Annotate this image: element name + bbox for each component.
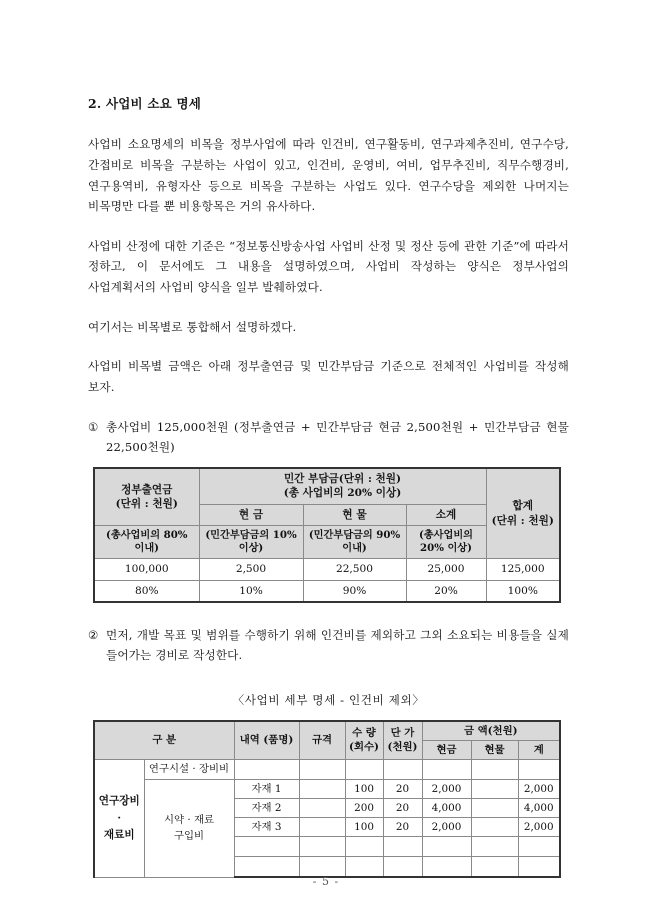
detail-category-label xyxy=(94,759,144,877)
value-gov-fund-percent: 80% xyxy=(94,580,199,602)
detail-cell-quantity: 200 xyxy=(345,799,383,818)
header-gov-fund xyxy=(94,468,199,525)
header-cash: 현 금 xyxy=(199,504,303,525)
detail-category-label-line1: 연구장비 xyxy=(98,794,140,807)
detail-cell-total: 2,000 xyxy=(518,780,560,799)
header-private-contribution-group xyxy=(199,468,486,504)
detail-cell-spec xyxy=(299,780,345,799)
value-in-kind-amount: 22,500 xyxy=(303,559,406,580)
header-in-kind: 현 물 xyxy=(303,504,406,525)
detail-header-category: 구 분 xyxy=(94,721,234,760)
header-subtotal: 소계 xyxy=(406,504,486,525)
detail-table-caption: 〈사업비 세부 명세 - 인건비 제외〉 xyxy=(232,692,425,707)
detail-cell-cash: 4,000 xyxy=(422,799,471,818)
header-private-line2: (총 사업비의 20% 이상) xyxy=(283,487,402,500)
header-gov-fund-line1: 정부출연금 xyxy=(121,483,173,496)
detail-cell-cash: 2,000 xyxy=(422,818,471,837)
paragraph-1: 사업비 소요명세의 비목을 정부사업에 따라 인건비, 연구활동비, 연구과제추진비, 연구수당, 간접비로 비목을 구분하는 사업이 있고, 인건비, 운영비, 여비, 업무추진비, 직무수행경비, 연구용역비, 유형자산 등으로 비목을 구분하는 사업도 있다. 연구수당을 제외한 나머지는 비목명만 다를 뿐 비용항목은 거의 유사하다. xyxy=(88,137,569,214)
detail-cell-spec xyxy=(299,799,345,818)
detail-row-facility xyxy=(94,759,560,780)
detail-row-material-1 xyxy=(94,780,560,799)
detail-cell-unit-price xyxy=(383,837,422,857)
detail-cell-in-kind xyxy=(471,799,518,818)
detail-cell-spec xyxy=(299,759,345,780)
value-cash-amount: 2,500 xyxy=(199,559,303,580)
detail-cell-description xyxy=(234,837,299,857)
detail-cell-unit-price: 20 xyxy=(383,818,422,837)
header-private-line1: 민간 부담금(단위 : 천원) xyxy=(283,473,402,486)
numbered-item-2 xyxy=(88,625,569,666)
detail-cell-cash xyxy=(422,759,471,780)
detail-header-description: 내역 (품명) xyxy=(234,721,299,760)
detail-header-amount-in-kind: 현물 xyxy=(471,740,518,759)
paragraph-4: 사업비 비목별 금액은 아래 정부출연금 및 민간부담금 기준으로 전체적인 사업비를 작성해 보자. xyxy=(88,359,569,394)
value-in-kind-percent: 90% xyxy=(303,580,406,602)
value-cash-percent: 10% xyxy=(199,580,303,602)
detail-cell-description: 자재 2 xyxy=(234,799,299,818)
detail-header-amount-cash: 현금 xyxy=(422,740,471,759)
note-gov-fund: (총사업비의 80% 이내) xyxy=(94,525,199,559)
detail-subcategory-material xyxy=(144,780,234,878)
numbered-item-1-marker: ① xyxy=(88,419,99,434)
detail-cell-cash xyxy=(422,837,471,857)
table-row-header-1 xyxy=(94,468,560,504)
detail-cell-unit-price: 20 xyxy=(383,799,422,818)
detail-cell-in-kind xyxy=(471,759,518,780)
detail-cell-total xyxy=(518,759,560,780)
detail-cell-unit-price: 20 xyxy=(383,780,422,799)
detail-header-quantity-line2: (회수) xyxy=(349,741,379,754)
table-row-percentages xyxy=(94,580,560,602)
detail-cell-description xyxy=(234,759,299,780)
header-gov-fund-line2: (단위 : 천원) xyxy=(115,498,178,510)
note-in-kind: (민간부담금의 90% 이내) xyxy=(303,525,406,559)
detail-header-amount-total: 계 xyxy=(518,740,560,759)
detail-category-label-line2: · xyxy=(117,811,122,824)
header-total xyxy=(486,468,560,559)
header-total-line2: (단위 : 천원) xyxy=(491,514,554,527)
detail-cell-spec xyxy=(299,837,345,857)
note-cash: (민간부담금의 10% 이상) xyxy=(199,525,303,559)
detail-cell-cash: 2,000 xyxy=(422,780,471,799)
page-footer xyxy=(0,875,652,888)
detail-cell-in-kind xyxy=(471,837,518,857)
note-subtotal: (총사업비의 20% 이상) xyxy=(406,525,486,559)
budget-summary-table xyxy=(93,467,561,603)
detail-cell-description: 자재 3 xyxy=(234,818,299,837)
detail-cell-in-kind xyxy=(471,818,518,837)
detail-subcategory-facility: 연구시설 · 장비비 xyxy=(144,759,234,780)
detail-header-unit-price xyxy=(383,721,422,760)
budget-detail-table xyxy=(93,720,561,879)
detail-cell-quantity xyxy=(345,837,383,857)
detail-cell-quantity: 100 xyxy=(345,780,383,799)
detail-header-quantity-line1: 수 량 xyxy=(352,727,376,740)
detail-cell-total: 2,000 xyxy=(518,818,560,837)
detail-subcategory-material-line1: 시약 · 재료 xyxy=(163,814,215,827)
detail-cell-unit-price xyxy=(383,759,422,780)
detail-cell-spec xyxy=(299,818,345,837)
detail-cell-in-kind xyxy=(471,780,518,799)
value-gov-fund-amount: 100,000 xyxy=(94,559,199,580)
page-title: 2. 사업비 소요 명세 xyxy=(88,96,202,111)
paragraph-3: 여기서는 비목별로 통합해서 설명하겠다. xyxy=(88,319,297,334)
detail-cell-description: 자재 1 xyxy=(234,780,299,799)
value-subtotal-percent: 20% xyxy=(406,580,486,602)
numbered-item-2-marker: ② xyxy=(88,628,99,643)
value-total-percent: 100% xyxy=(486,580,560,602)
paragraph-2: 사업비 산정에 대한 기준은 “정보통신방송사업 사업비 산정 및 정산 등에 관한 기준”에 따라서 정하고, 이 문서에도 그 내용을 설명하였으며, 사업비 작성하는 양식은 정부사업의 사업계획서의 사업비 양식을 일부 발췌하였다. xyxy=(88,238,569,294)
detail-cell-quantity xyxy=(345,759,383,780)
value-subtotal-amount: 25,000 xyxy=(406,559,486,580)
numbered-item-1-text: 총사업비 125,000천원 (정부출연금 + 민간부담금 현금 2,500천원 + 민간부담금 현물 22,500천원) xyxy=(106,419,569,454)
detail-header-amount-group: 금 액(천원) xyxy=(422,721,560,741)
detail-header-row-1 xyxy=(94,721,560,741)
numbered-item-2-text: 먼저, 개발 목표 및 범위를 수행하기 위해 인건비를 제외하고 그외 소요되는 비용들을 실제 들어가는 경비로 작성한다. xyxy=(106,628,569,663)
detail-header-quantity xyxy=(345,721,383,760)
detail-header-unit-price-line1: 단 가 xyxy=(390,727,415,740)
detail-cell-quantity: 100 xyxy=(345,818,383,837)
detail-header-unit-price-line2: (천원) xyxy=(387,741,418,754)
page-number: - 5 - xyxy=(312,875,340,888)
table-row-amounts xyxy=(94,559,560,580)
header-total-line1: 합계 xyxy=(512,500,533,513)
detail-cell-total xyxy=(518,837,560,857)
detail-subcategory-material-line2: 구입비 xyxy=(173,829,205,842)
detail-header-spec: 규격 xyxy=(299,721,345,760)
detail-cell-total: 4,000 xyxy=(518,799,560,818)
detail-category-label-line3: 재료비 xyxy=(103,828,135,841)
numbered-item-1 xyxy=(88,417,569,458)
value-total-amount: 125,000 xyxy=(486,559,560,580)
